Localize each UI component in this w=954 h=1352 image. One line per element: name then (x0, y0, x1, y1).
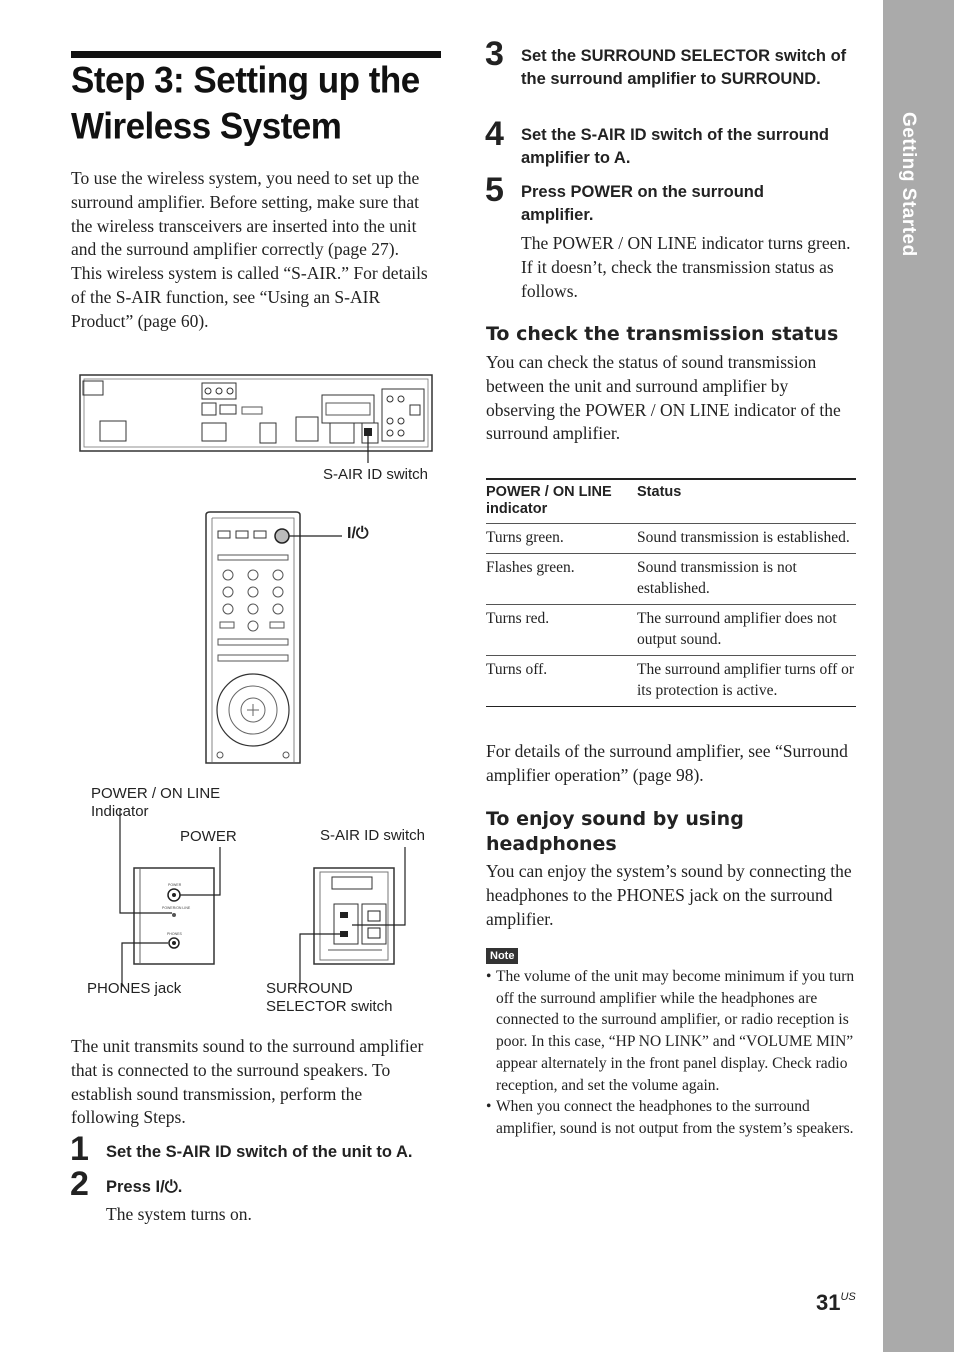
table-row (486, 605, 856, 656)
step-5-text: Press POWER on the surround amplifier. (521, 183, 764, 224)
transmission-intro-text: The unit transmits sound to the surround amplifier that is connected to the surround speakers. To establish sound transmission, perform the following Steps. (71, 1036, 424, 1128)
status-column-header: Status (637, 479, 856, 524)
rear-sair-id-label: S-AIR ID switch (323, 466, 429, 483)
indicator-cell: Turns red. (486, 605, 637, 656)
step-1-number: 1 (70, 1130, 89, 1168)
page-number-suffix: US (840, 1291, 856, 1303)
phones-jack-label: PHONES jack (87, 980, 182, 997)
table-row (486, 524, 856, 554)
step-2-detail: The system turns on. (106, 1204, 252, 1224)
page-number (816, 1284, 856, 1316)
indicator-cell: Flashes green. (486, 554, 637, 605)
table-row (486, 656, 856, 707)
svg-text:POWER: POWER (168, 883, 182, 887)
indicator-cell: Turns off. (486, 656, 637, 707)
status-cell: The surround amplifier turns off or its protection is active. (637, 656, 856, 707)
svg-text:POWER/ON LINE: POWER/ON LINE (162, 906, 191, 910)
amplifier-reference-text: For details of the surround amplifier, see “Surround amplifier operation” (page 98). (486, 741, 848, 785)
status-cell: Sound transmission is not established. (637, 554, 856, 605)
note-item: • When you connect the headphones to the surround amplifier, sound is not output from the system’s speakers. (486, 1096, 856, 1139)
note-item: • The volume of the unit may become minimum if you turn off the surround amplifier while the headphones are connected to the surround amplifier, or radio reception is poor. In this case, “HP NO LINK” and “VOLUME MIN” appear alternately in the front panel display. Check radio reception, and set the volume again. (486, 966, 856, 1096)
step-3-number: 3 (485, 35, 504, 73)
power-online-label-line-1: POWER / ON LINE (91, 785, 221, 802)
step-3-text: Set the SURROUND SELECTOR switch of the surround amplifier to SURROUND. (521, 47, 847, 88)
step-5-detail: The POWER / ON LINE indicator turns green. If it doesn’t, check the transmission status as follows. (521, 233, 851, 301)
amp-sair-id-label: S-AIR ID switch (320, 827, 426, 844)
power-online-indicator-label (91, 785, 220, 821)
amp-power-label: POWER (180, 828, 237, 845)
step-4-number: 4 (485, 115, 504, 153)
step-1-text: Set the S-AIR ID switch of the unit to A. (106, 1143, 413, 1161)
page-title (71, 58, 451, 150)
indicator-column-header: POWER / ON LINE indicator (486, 479, 637, 524)
status-cell: Sound transmission is established. (637, 524, 856, 554)
remote-control-diagram (206, 512, 342, 763)
step-2-text: Press I/⏻. (106, 1178, 183, 1196)
check-status-heading: To check the transmission status (486, 323, 839, 345)
intro-paragraph-2: This wireless system is called “S-AIR.” For details of the S-AIR function, see “Using an S-AIR Product” (page 60). (71, 263, 428, 331)
intro-paragraph-1: To use the wireless system, you need to set up the surround amplifier. Before setting, make sure that the wireless transceivers are inserted into the unit and the surround amplifier correctly (page 27). (71, 168, 420, 260)
selector-label-line-1: SURROUND (266, 980, 353, 997)
svg-text:PHONES: PHONES (167, 932, 182, 936)
amplifier-rear-diagram (300, 847, 405, 987)
table-row (486, 554, 856, 605)
page-number-value: 31 (816, 1290, 841, 1315)
check-status-text: You can check the status of sound transmission between the unit and surround amplifier by observing the POWER / ON LINE indicator of the surround amplifier. (486, 352, 841, 444)
note-badge: Note (486, 948, 518, 964)
step-2-number: 2 (70, 1165, 89, 1203)
page-title-line-2: Wireless System (71, 106, 342, 148)
status-table-header (486, 479, 856, 524)
power-symbol-label: I/⏻ (347, 525, 369, 542)
headphones-text: You can enjoy the system’s sound by connecting the headphones to the PHONES jack on the surround amplifier. (486, 861, 852, 929)
status-table (486, 478, 856, 707)
indicator-cell: Turns green. (486, 524, 637, 554)
page-title-line-1: Step 3: Setting up the (71, 59, 420, 101)
headphones-heading: To enjoy sound by using headphones (486, 808, 744, 855)
notes-list (486, 966, 856, 1140)
step-4-text: Set the S-AIR ID switch of the surround amplifier to A. (521, 126, 830, 167)
selector-label-line-2: SELECTOR switch (266, 998, 393, 1015)
power-online-label-line-2: Indicator (91, 803, 149, 820)
surround-selector-label (266, 980, 392, 1016)
unit-rear-panel-diagram (80, 375, 432, 463)
intro-text (71, 167, 443, 334)
sidebar-section-label: Getting Started (898, 112, 919, 257)
step-5-number: 5 (485, 171, 504, 209)
status-cell: The surround amplifier does not output sound. (637, 605, 856, 656)
